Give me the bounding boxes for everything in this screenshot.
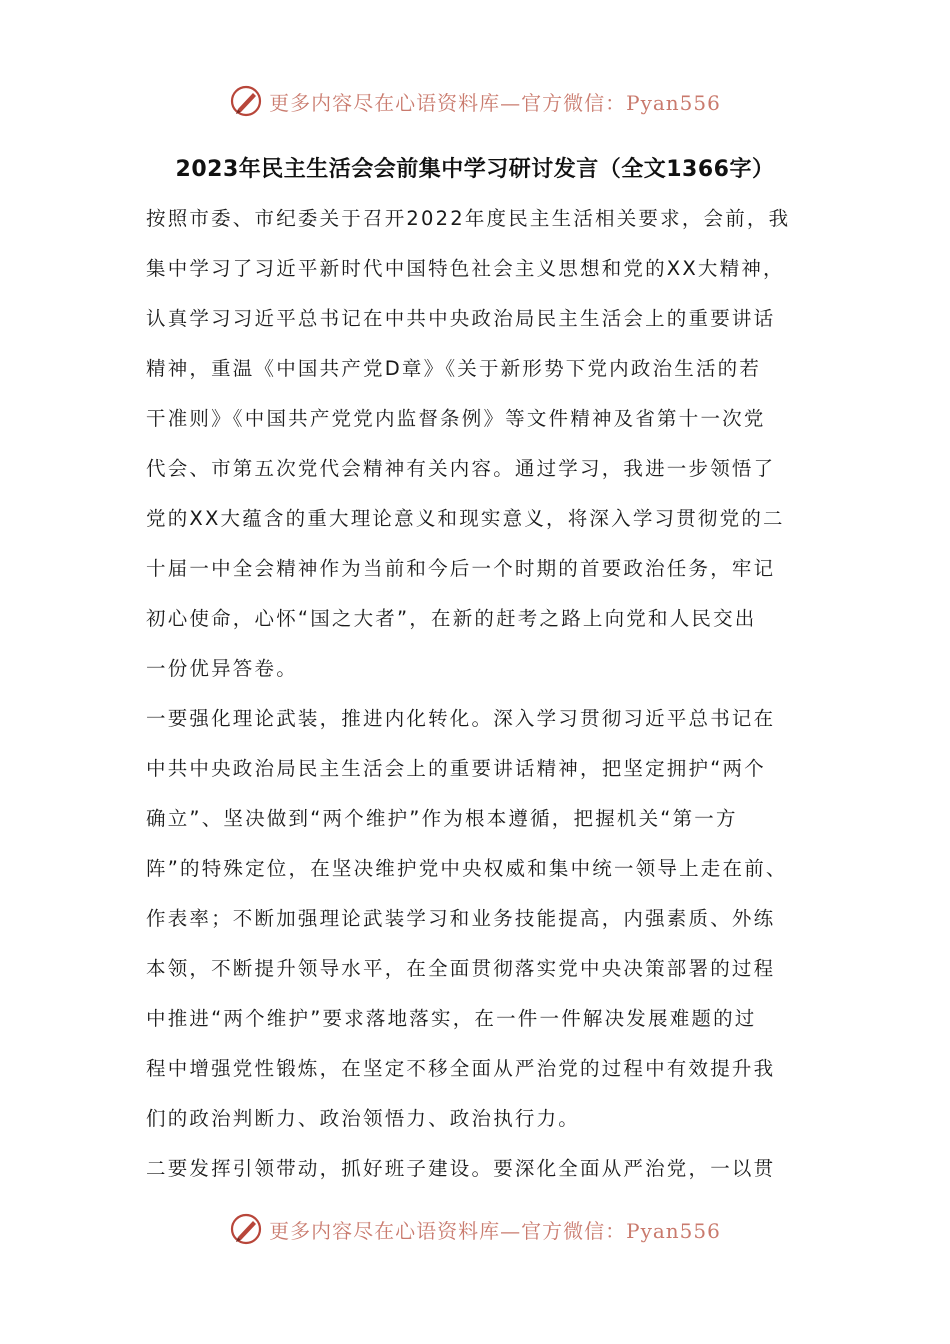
- pen-logo-icon: [229, 1212, 263, 1246]
- body-line: 精神，重温《中国共产党D章》《关于新形势下党内政治生活的若: [146, 357, 762, 380]
- body-line: 党的XX大蕴含的重大理论意义和现实意义，将深入学习贯彻党的二: [146, 507, 785, 530]
- body-line: 作表率；不断加强理论武装学习和业务技能提高，内强素质、外练: [146, 907, 776, 930]
- body-line: 集中学习了习近平新时代中国特色社会主义思想和党的XX大精神，: [146, 257, 785, 280]
- body-line: 中共中央政治局民主生活会上的重要讲话精神，把坚定拥护“两个: [146, 757, 766, 780]
- body-line: 确立”、坚决做到“两个维护”作为根本遵循，把握机关“第一方: [146, 807, 738, 830]
- document-body: [146, 194, 816, 1194]
- footer-banner: [0, 1212, 950, 1246]
- body-line: 阵”的特殊定位，在坚决维护党中央权威和集中统一领导上走在前、: [146, 857, 788, 880]
- body-line: 们的政治判断力、政治领悟力、政治执行力。: [146, 1107, 581, 1130]
- body-line: 按照市委、市纪委关于召开2022年度民主生活相关要求，会前，我: [146, 207, 791, 230]
- body-line: 认真学习习近平总书记在中共中央政治局民主生活会上的重要讲话: [146, 307, 776, 330]
- body-line: 一份优异答卷。: [146, 657, 298, 680]
- body-line: 一要强化理论武装，推进内化转化。深入学习贯彻习近平总书记在: [146, 707, 776, 730]
- body-line: 中推进“两个维护”要求落地落实，在一件一件解决发展难题的过: [146, 1007, 757, 1030]
- body-line: 代会、市第五次党代会精神有关内容。通过学习，我进一步领悟了: [146, 457, 776, 480]
- body-line: 程中增强党性锻炼，在坚定不移全面从严治党的过程中有效提升我: [146, 1057, 776, 1080]
- document-title: 2023年民主生活会会前集中学习研讨发言（全文1366字）: [175, 157, 775, 182]
- footer-banner-text: 更多内容尽在心语资料库—官方微信：Pyan556: [269, 1218, 721, 1243]
- header-banner-text: 更多内容尽在心语资料库—官方微信：Pyan556: [269, 90, 721, 115]
- body-line: 十届一中全会精神作为当前和今后一个时期的首要政治任务，牢记: [146, 557, 776, 580]
- body-line: 本领，不断提升领导水平，在全面贯彻落实党中央决策部署的过程: [146, 957, 776, 980]
- body-line: 初心使命，心怀“国之大者”，在新的赶考之路上向党和人民交出: [146, 607, 757, 630]
- body-line: 二要发挥引领带动，抓好班子建设。要深化全面从严治党，一以贯: [146, 1157, 776, 1180]
- header-banner: [0, 84, 950, 118]
- body-line: 干准则》《中国共产党党内监督条例》等文件精神及省第十一次党: [146, 407, 766, 430]
- pen-logo-icon: [229, 84, 263, 118]
